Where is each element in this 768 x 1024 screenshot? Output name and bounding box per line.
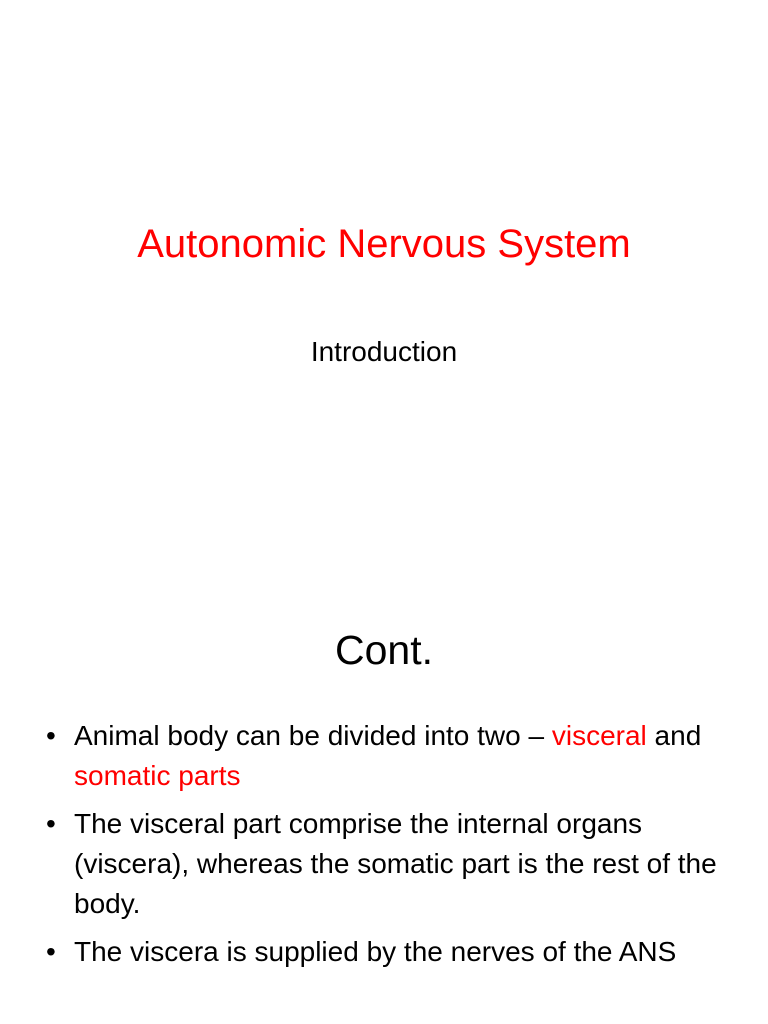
highlighted-term: visceral (551, 720, 647, 751)
bullet-icon: • (46, 936, 56, 967)
bullet-icon: • (46, 720, 56, 751)
bullet-text: Animal body can be divided into two – (74, 720, 552, 751)
slide-title: Cont. (335, 627, 433, 673)
bullet-list (46, 716, 726, 980)
highlighted-term: somatic parts (74, 760, 241, 791)
slide-subtitle: Introduction (310, 336, 458, 367)
bullet-item (46, 932, 726, 972)
bullet-text: and (646, 720, 702, 751)
bullet-icon: • (46, 808, 56, 839)
slide-2 (0, 576, 768, 1024)
slide-title: Autonomic Nervous System (137, 222, 631, 266)
bullet-text: The visceral part comprise the internal organs (viscera), whereas the somatic part is the rest of the body. (74, 808, 717, 919)
bullet-item (46, 716, 726, 796)
bullet-item (46, 804, 726, 924)
bullet-text: The viscera is supplied by the nerves of the ANS (74, 936, 677, 967)
